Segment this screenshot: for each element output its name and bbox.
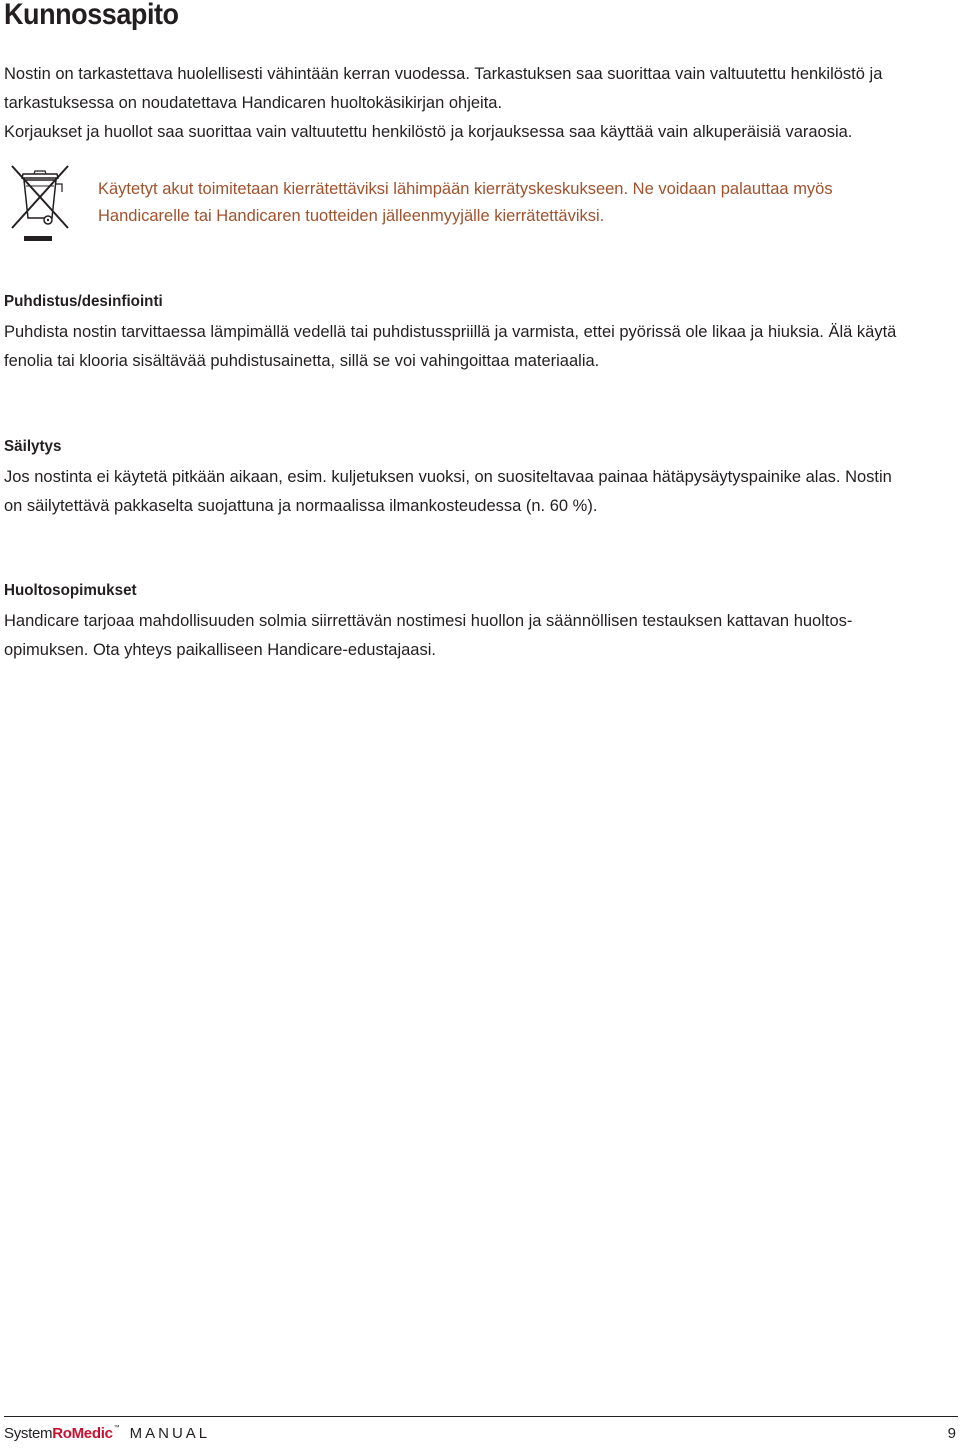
intro-line: tarkastuksessa on noudatettava Handicaren huoltokäsikirjan ohjeita. xyxy=(4,94,503,112)
recycling-line: Handicarelle tai Handicaren tuotteiden jälleenmyyjälle kierrätettäviksi. xyxy=(98,207,605,225)
storage-line: on säilytettävä pakkaselta suojattuna ja normaalissa ilmankosteudessa (n. 60 %). xyxy=(4,497,598,515)
section-heading-cleaning: Puhdistus/desinfiointi xyxy=(4,293,163,310)
service-agreements-paragraph xyxy=(4,607,960,665)
brand-trademark: ™ xyxy=(113,1425,120,1431)
recycling-notice xyxy=(98,176,958,230)
crossed-out-wheelie-bin-icon xyxy=(8,162,72,246)
brand-manual: MANUAL xyxy=(129,1425,211,1442)
intro-paragraph xyxy=(4,60,956,147)
intro-line: Nostin on tarkastettava huolellisesti vähintään kerran vuodessa. Tarkastuksen saa suorittaa vain valtuutettu henkilöstö ja xyxy=(4,65,883,83)
footer-brand xyxy=(4,1425,210,1442)
storage-line: Jos nostinta ei käytetä pitkään aikaan, esim. kuljetuksen vuoksi, on suositeltavaa painaa hätäpysäytyspainike alas. Nostin xyxy=(4,468,892,486)
footer-divider xyxy=(4,1416,958,1417)
cleaning-line: fenolia tai klooria sisältävää puhdistusainetta, sillä se voi vahingoittaa materiaalia. xyxy=(4,352,600,370)
service-line: Handicare tarjoaa mahdollisuuden solmia siirrettävän nostimesi huollon ja säännöllisen testauksen kattavan huoltos- xyxy=(4,612,853,630)
intro-line: Korjaukset ja huollot saa suorittaa vain valtuutettu henkilöstö ja korjauksessa saa käyttää vain alkuperäisiä varaosia. xyxy=(4,123,853,141)
cleaning-line: Puhdista nostin tarvittaessa lämpimällä vedellä tai puhdistusspriillä ja varmista, ettei pyörissä ole likaa ja hiuksia. Älä käytä xyxy=(4,323,897,341)
recycling-line: Käytetyt akut toimitetaan kierrätettäviksi lähimpään kierrätyskeskukseen. Ne voidaan palauttaa myös xyxy=(98,180,833,198)
section-heading-storage: Säilytys xyxy=(4,438,62,455)
section-heading-service-agreements: Huoltosopimukset xyxy=(4,582,137,599)
page-number: 9 xyxy=(947,1425,956,1442)
page-title: Kunnossapito xyxy=(4,0,179,31)
cleaning-paragraph xyxy=(4,318,960,376)
brand-romedic: RoMedic xyxy=(52,1425,113,1442)
storage-paragraph xyxy=(4,463,960,521)
service-line: opimuksen. Ota yhteys paikalliseen Handicare-edustajaasi. xyxy=(4,641,436,659)
brand-system: System xyxy=(4,1425,53,1442)
